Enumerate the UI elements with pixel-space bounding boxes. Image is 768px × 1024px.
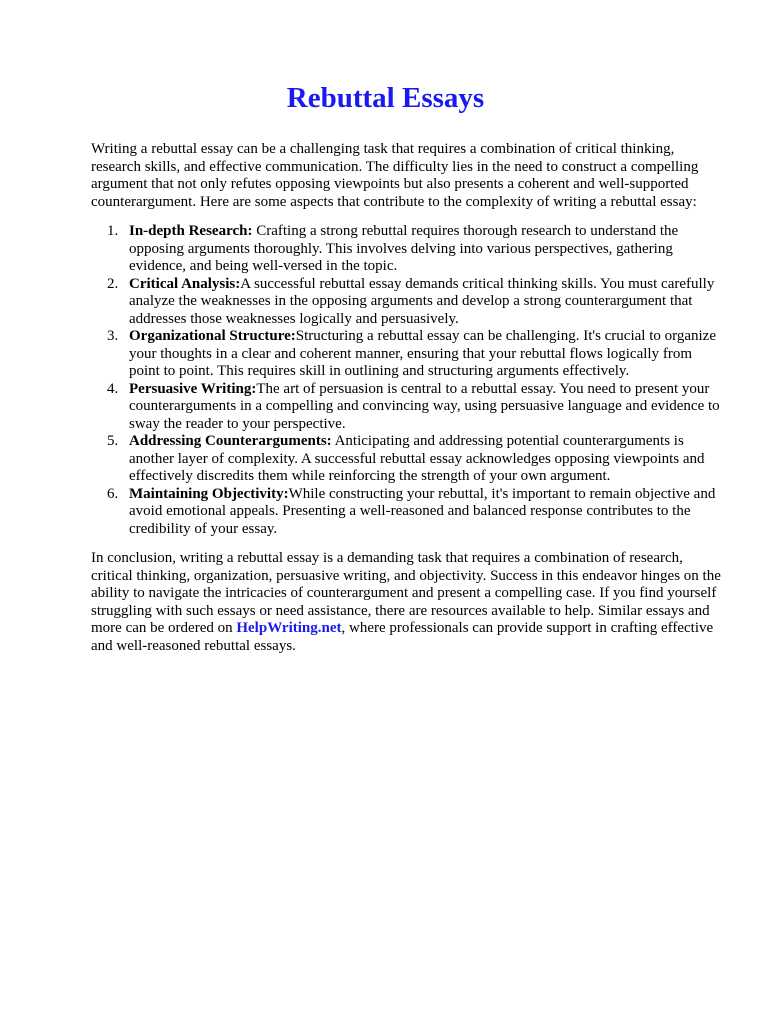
helpwriting-link[interactable]: HelpWriting.net: [236, 620, 342, 636]
list-item-number: 1.: [107, 223, 119, 239]
list-item: [107, 275, 724, 329]
conclusion-text-end: , where professionals can provide support in crafting effective and well-reasoned rebuttal essays.: [91, 620, 714, 654]
list-item-text: Anticipating and addressing potential counterarguments is another layer of complexity. A successful rebuttal essay acknowledges opposing viewpoints and effectively discredits them while reinforcing the strength of your own argument.: [129, 433, 705, 484]
page-title: Rebuttal Essays: [286, 82, 485, 114]
list-item-number: 3.: [107, 328, 119, 344]
list-item-number: 2.: [107, 275, 119, 292]
conclusion-paragraph: [91, 550, 724, 655]
list-item-text: The art of persuasion is central to a rebuttal essay. You need to present your counterarguments in a compelling and convincing way, using persuasive language and evidence to sway the reader to your perspective.: [129, 380, 720, 432]
intro-paragraph: Writing a rebuttal essay can be a challenging task that requires a combination of critical thinking, research skills, and effective communication. The difficulty lies in the need to construct a compelling argument that not only refutes opposing viewpoints but also presents a coherent and well-supported counterargument. Here are some aspects that contribute to the complexity of writing a rebuttal essay:: [91, 141, 699, 210]
list-item-text: Crafting a strong rebuttal requires thorough research to understand the opposing arguments thoroughly. This involves delving into various perspectives, gathering evidence, and being well-versed in the topic.: [129, 223, 679, 274]
list-item: [107, 223, 724, 276]
list-item: [107, 433, 724, 486]
list-item: [107, 380, 724, 434]
list-item-number: 4.: [107, 380, 119, 397]
list-item-heading: Critical Analysis:: [129, 275, 241, 292]
list-item-text: While constructing your rebuttal, it's important to remain objective and avoid emotional appeals. Presenting a well-reasoned and balanced response contributes to the credibility of your essay.: [129, 485, 716, 537]
list-item-heading: In-depth Research:: [129, 223, 253, 239]
list-item-text: Structuring a rebuttal essay can be challenging. It's crucial to organize your thoughts in a clear and coherent manner, ensuring that your rebuttal flows logically from point to point. This requires skill in outlining and structuring arguments effectively.: [129, 328, 716, 379]
list-item-number: 6.: [107, 485, 119, 502]
aspects-list: [91, 223, 724, 538]
list-item-heading: Addressing Counterarguments:: [129, 433, 332, 449]
list-item-text: A successful rebuttal essay demands critical thinking skills. You must carefully analyze the weaknesses in the opposing arguments and develop a strong counterargument that addresses those weaknesses logically and persuasively.: [129, 275, 715, 327]
list-item-heading: Organizational Structure:: [129, 328, 296, 344]
list-item-heading: Maintaining Objectivity:: [129, 485, 289, 502]
conclusion-text: In conclusion, writing a rebuttal essay is a demanding task that requires a combination of research, critical thinking, organization, persuasive writing, and objectivity. Success in this endeavor hinges on the ability to navigate the intricacies of counterargument and present a compelling case. If you find yourself struggling with such essays or need assistance, there are resources available to help. Similar essays and more can be ordered on: [91, 550, 721, 636]
list-item-heading: Persuasive Writing:: [129, 380, 257, 397]
list-item: [107, 328, 724, 381]
list-item: [107, 485, 724, 539]
list-item-number: 5.: [107, 433, 119, 449]
